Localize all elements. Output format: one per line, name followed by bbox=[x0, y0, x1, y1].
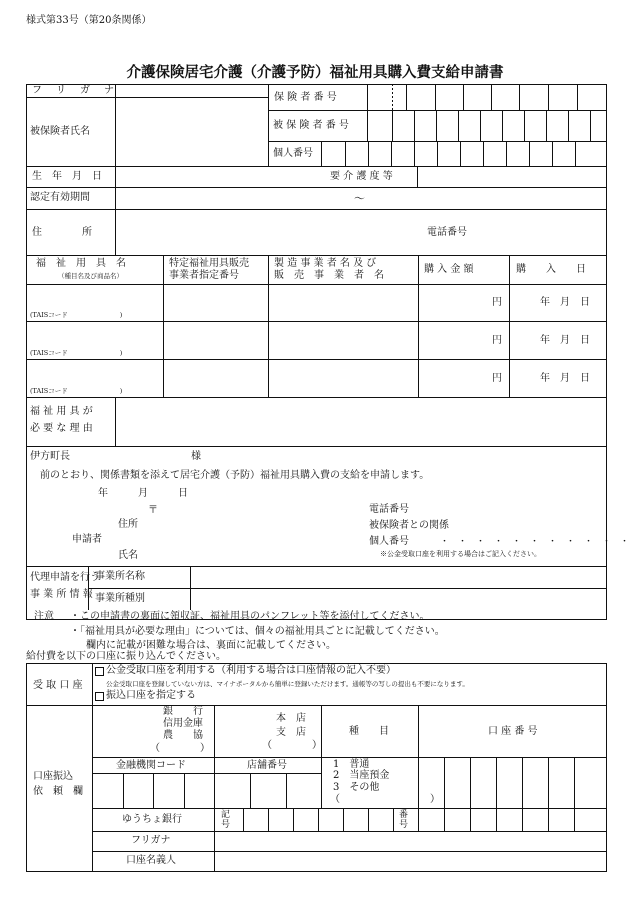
col-equipment-name: 福 祉 用 具 名 bbox=[36, 258, 126, 269]
applicant-personal-no-label: 個人番号 bbox=[369, 536, 409, 547]
form-number: 様式第33号（第20条関係） bbox=[26, 15, 152, 26]
bank-code-field[interactable] bbox=[93, 774, 319, 808]
phone-label: 電話番号 bbox=[427, 227, 467, 238]
col-equipment-sub: （種目名及び商品名） bbox=[58, 272, 123, 280]
address-label: 住 所 bbox=[32, 227, 92, 238]
relation-label: 被保険者との関係 bbox=[369, 520, 449, 531]
col-purchase-date: 購 入 日 bbox=[516, 264, 586, 275]
holder-furigana-label: フリガナ bbox=[131, 835, 171, 846]
branch-number-label: 店舗番号 bbox=[247, 760, 287, 771]
branch-type-1: 本 店 bbox=[276, 713, 306, 724]
holder-name-label: 口座名義人 bbox=[126, 855, 176, 866]
applicant-phone-label: 電話番号 bbox=[369, 504, 409, 515]
bank-paren: （ ） bbox=[150, 743, 210, 754]
public-account-checkbox[interactable] bbox=[95, 667, 104, 676]
postal-mark: 〒 bbox=[148, 505, 158, 516]
public-account-note: 公金受取口座を登録していない方は、マイナポータルから簡単に登録いただけます。通帳等の写しの提出も不要になります。 bbox=[106, 680, 469, 688]
address-field[interactable] bbox=[116, 210, 606, 255]
account-number-header: 口 座 番 号 bbox=[488, 726, 538, 737]
holder-name-field[interactable] bbox=[215, 852, 606, 871]
equipment-row-1[interactable] bbox=[28, 285, 606, 321]
col-dealer-number-b: 事業者指定番号 bbox=[169, 270, 239, 281]
tais-code-2: (TAISコード ) bbox=[30, 349, 123, 357]
mayor-label: 伊方町長 bbox=[30, 451, 70, 462]
equipment-row-3[interactable] bbox=[28, 360, 606, 397]
bango-label: 番号 bbox=[399, 810, 409, 830]
date-unit-2: 年 月 日 bbox=[540, 335, 590, 346]
col-maker-b: 販 売 事 業 者 名 bbox=[274, 270, 384, 281]
furigana-label: フ リ ガ ナ bbox=[32, 85, 116, 96]
branch-paren: （ ） bbox=[262, 740, 322, 751]
bank-block-label-2: 依 頼 欄 bbox=[33, 786, 83, 797]
insured-number-label: 被 保 険 者 番 号 bbox=[273, 120, 349, 131]
sama-label: 様 bbox=[191, 451, 201, 462]
valid-period-field[interactable] bbox=[116, 188, 606, 209]
tais-code-1: (TAISコード ) bbox=[30, 311, 123, 319]
office-type-label: 事業所種別 bbox=[95, 593, 145, 604]
yen-unit-2: 円 bbox=[492, 335, 502, 346]
col-amount: 購 入 金 額 bbox=[424, 264, 474, 275]
transfer-account-checkbox[interactable] bbox=[95, 692, 104, 701]
page-title: 介護保険居宅介護（介護予防）福祉用具購入費支給申請書 bbox=[126, 64, 504, 81]
personal-number-field[interactable] bbox=[322, 142, 606, 166]
insured-number-field[interactable] bbox=[368, 111, 606, 141]
applicant-label: 申請者 bbox=[72, 534, 102, 545]
birth-date-label: 生 年 月 日 bbox=[32, 171, 102, 182]
birth-date-field[interactable] bbox=[116, 167, 316, 187]
personal-number-label: 個人番号 bbox=[273, 148, 313, 159]
notes-label: 注意 bbox=[34, 611, 54, 622]
bank-type-3: 農 協 bbox=[163, 730, 203, 741]
agent-label-1: 代理申請を行う bbox=[30, 572, 100, 583]
care-level-field[interactable] bbox=[418, 167, 606, 187]
date-unit-1: 年 月 日 bbox=[540, 297, 590, 308]
insurer-number-label: 保 険 者 番 号 bbox=[274, 92, 337, 103]
kigo-label: 記号 bbox=[221, 810, 231, 830]
declaration-date: 年 月 日 bbox=[98, 488, 188, 499]
care-level-label: 要 介 護 度 等 bbox=[330, 171, 393, 182]
office-name-label: 事業所名称 bbox=[95, 571, 145, 582]
holder-furigana-field[interactable] bbox=[215, 832, 606, 851]
receiving-label: 受 取 口 座 bbox=[33, 680, 83, 691]
insured-name-label: 被保険者氏名 bbox=[30, 126, 90, 137]
bank-type-1: 銀 行 bbox=[163, 706, 203, 717]
kind-option-2: 2 当座預金 bbox=[333, 770, 390, 781]
bank-type-2: 信用金庫 bbox=[163, 718, 203, 729]
applicant-info-field[interactable] bbox=[160, 500, 360, 562]
yen-unit-3: 円 bbox=[492, 373, 502, 384]
bank-block-label-1: 口座振込 bbox=[33, 771, 73, 782]
tais-code-3: (TAISコード ) bbox=[30, 387, 123, 395]
public-account-option: 公金受取口座を利用する（利用する場合は口座情報の記入不要） bbox=[106, 665, 396, 676]
col-maker-a: 製 造 事 業 者 名 及 び bbox=[274, 258, 377, 269]
personal-no-note: ※公金受取口座を利用する場合はご記入ください。 bbox=[380, 550, 541, 558]
declaration-statement: 前のとおり、関係書類を添えて居宅介護（予防）福祉用具購入費の支給を申請します。 bbox=[40, 470, 430, 481]
note-line-1: ・この申請書の裏面に領収証、福祉用具のパンフレット等を添付してください。 bbox=[70, 611, 430, 622]
applicant-address-label: 住所 bbox=[118, 519, 138, 530]
yen-unit-1: 円 bbox=[492, 297, 502, 308]
date-unit-3: 年 月 日 bbox=[540, 373, 590, 384]
furigana-field[interactable] bbox=[116, 85, 268, 97]
personal-no-dots: ・ ・ ・ ・ ・ ・ ・ ・ ・ ・ ・ bbox=[440, 537, 630, 547]
kind-option-1: 1 普通 bbox=[333, 759, 370, 770]
branch-type-2: 支 店 bbox=[276, 727, 306, 738]
kind-paren: （ ） bbox=[330, 794, 440, 805]
reason-field[interactable] bbox=[116, 398, 606, 446]
insurer-number-field[interactable] bbox=[368, 85, 606, 110]
payment-instruction: 給付費を以下の口座に振り込んでください。 bbox=[26, 651, 226, 662]
equipment-row-2[interactable] bbox=[28, 322, 606, 359]
office-type-field[interactable] bbox=[191, 589, 606, 610]
office-name-field[interactable] bbox=[191, 567, 606, 588]
kind-option-3: 3 その他 bbox=[333, 782, 380, 793]
valid-period-label: 認定有効期間 bbox=[30, 192, 90, 203]
account-number-field[interactable] bbox=[419, 758, 606, 808]
reason-label-1: 福 祉 用 具 が bbox=[30, 406, 93, 417]
bank-name-field[interactable] bbox=[93, 706, 319, 757]
reason-label-2: 必 要 な 理 由 bbox=[30, 423, 93, 434]
agent-label-2: 事 業 所 情 報 bbox=[30, 589, 93, 600]
institution-code-label: 金融機関コード bbox=[116, 760, 186, 771]
period-tilde: 〜 bbox=[354, 192, 365, 205]
kind-header: 種 目 bbox=[349, 726, 389, 737]
transfer-account-option: 振込口座を指定する bbox=[106, 690, 196, 701]
yucho-number-field[interactable] bbox=[244, 809, 606, 831]
applicant-name-label: 氏名 bbox=[118, 550, 138, 561]
insured-name-field[interactable] bbox=[116, 98, 268, 166]
col-dealer-number-a: 特定福祉用具販売 bbox=[169, 258, 249, 269]
yucho-label: ゆうちょ銀行 bbox=[122, 814, 182, 825]
note-line-2: ・「福祉用具が必要な理由」については、個々の福祉用具ごとに記載してください。 bbox=[70, 626, 445, 637]
note-line-3: 欄内に記載が困難な場合は、裏面に記載してください。 bbox=[86, 640, 336, 651]
